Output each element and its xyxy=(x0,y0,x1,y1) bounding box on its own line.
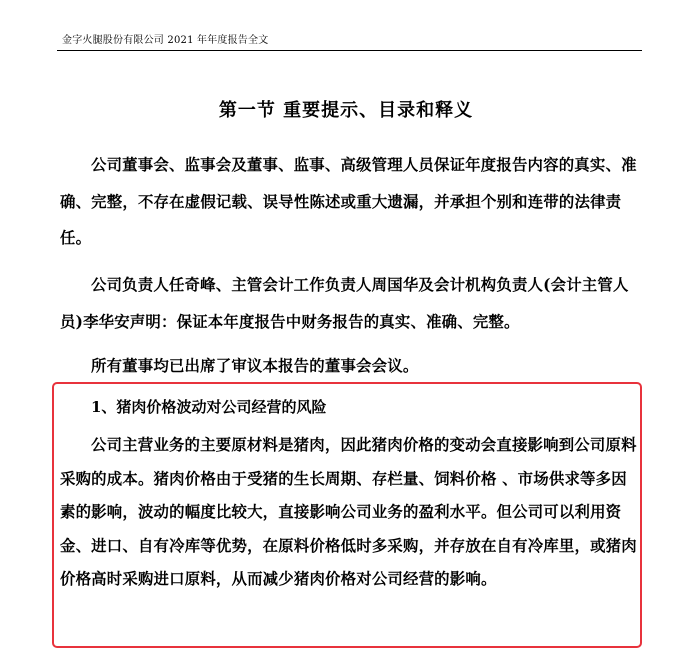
paragraph-board-guarantee: 公司董事会、监事会及董事、监事、高级管理人员保证年度报告内容的真实、准确、完整，不存在虚假记载、误导性陈述或重大遗漏，并承担个别和连带的法律责任。 xyxy=(60,156,637,247)
paragraph-directors-attendance: 所有董事均已出席了审议本报告的董事会会议。 xyxy=(91,357,419,375)
risk-heading: 1、猪肉价格波动对公司经营的风险 xyxy=(91,398,327,416)
risk-body: 公司主营业务的主要原材料是猪肉，因此猪肉价格的变动会直接影响到公司原料采购的成本。猪肉价格由于受猪的生长周期、存栏量、饲料价格 、市场供求等多因素的影响，波动的幅度比较大，直接影响公司业务的盈利水平。但公司可以利用资金、进口、自有冷库等优势，在原料价格低时多采购，并存放在自有冷库里，或猪肉价格高时采购进口原料，从而减少猪肉价格对公司经营的影响。 xyxy=(60,436,637,588)
page-header: 金字火腿股份有限公司 2021 年年度报告全文 xyxy=(62,35,269,46)
section-title: 第一节 重要提示、目录和释义 xyxy=(218,100,474,121)
paragraph-responsible-persons: 公司负责人任奇峰、主管会计工作负责人周国华及会计机构负责人(会计主管人员)李华安声明：保证本年度报告中财务报告的真实、准确、完整。 xyxy=(60,276,629,331)
header-divider xyxy=(57,50,642,51)
